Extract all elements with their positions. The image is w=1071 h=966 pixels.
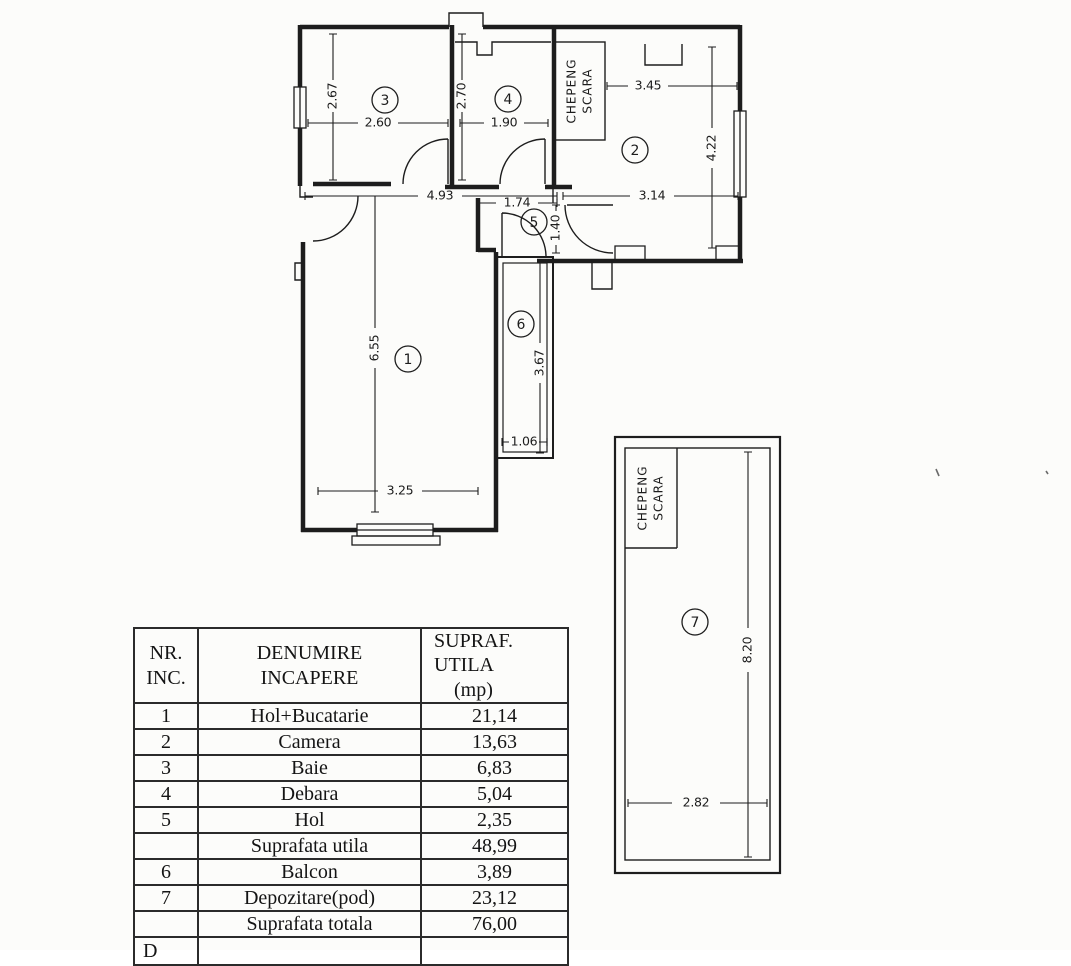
cell-area: 48,99 xyxy=(421,833,568,859)
dim-hall-width: 1.74 xyxy=(503,194,531,210)
hatch-label-lower-line1: CHEPENG xyxy=(635,465,650,531)
cell-partial-text: D xyxy=(134,937,198,965)
room-number-4: 4 xyxy=(503,92,513,108)
cell-nr: 5 xyxy=(134,807,198,833)
hatch-box-upper xyxy=(554,42,605,140)
cell-area: 5,04 xyxy=(421,781,568,807)
dimension-labels xyxy=(325,78,719,498)
cell-name: Suprafata totala xyxy=(198,911,421,937)
header-denumire: DENUMIRE xyxy=(256,642,363,665)
table-row-suprafata-totala xyxy=(134,911,568,937)
table-row-cutoff xyxy=(134,937,568,965)
dim-room4-width: 1.90 xyxy=(490,114,518,130)
table-row xyxy=(134,885,568,911)
dim-attic-height: 8.20 xyxy=(739,636,755,664)
cell-area: 3,89 xyxy=(421,859,568,885)
dim-room3-height: 2.67 xyxy=(324,82,340,110)
room-number-1: 1 xyxy=(403,352,413,368)
dim-corridor-width: 4.93 xyxy=(426,187,454,203)
cell-area: 21,14 xyxy=(421,703,568,729)
cell-nr: 3 xyxy=(134,755,198,781)
cell-name: Depozitare(pod) xyxy=(198,885,421,911)
dim-balcony-height: 3.67 xyxy=(531,349,547,377)
cell-nr: 2 xyxy=(134,729,198,755)
table-row xyxy=(134,729,568,755)
header-suprafata-utila xyxy=(421,628,568,703)
table-header-row xyxy=(134,628,568,703)
table-row-suprafata-utila xyxy=(134,833,568,859)
table-row xyxy=(134,755,568,781)
cell-name: Suprafata utila xyxy=(198,833,421,859)
dim-hall-height: 1.40 xyxy=(547,214,563,242)
room-number-6: 6 xyxy=(516,317,526,333)
dim-room2-width-bottom: 3.14 xyxy=(638,187,666,203)
header-nr: NR. xyxy=(149,642,183,665)
hatch-label-upper-line2: SCARA xyxy=(580,68,595,114)
hatch-label-lower-line2: SCARA xyxy=(651,475,666,521)
cell-nr xyxy=(134,911,198,937)
area-table xyxy=(133,627,569,966)
hatch-label-upper-line1: CHEPENG xyxy=(564,58,579,124)
cell-empty xyxy=(421,937,568,965)
cell-area: 76,00 xyxy=(421,911,568,937)
header-utila: UTILA xyxy=(434,654,494,677)
table-row xyxy=(134,781,568,807)
cell-nr: 7 xyxy=(134,885,198,911)
attic-plan xyxy=(615,437,780,873)
header-supraf: SUPRAF. xyxy=(434,630,513,652)
header-incapere: INCAPERE xyxy=(260,666,359,689)
cell-name: Camera xyxy=(198,729,421,755)
cell-name: Debara xyxy=(198,781,421,807)
cell-nr xyxy=(134,833,198,859)
window-left xyxy=(294,87,306,128)
dim-room2-width-top: 3.45 xyxy=(634,77,662,93)
area-table-container xyxy=(133,627,571,962)
dim-balcony-width: 1.06 xyxy=(510,433,538,449)
wall-niches xyxy=(615,246,740,260)
dim-room2-height: 4.22 xyxy=(703,134,719,162)
cell-name: Baie xyxy=(198,755,421,781)
cell-area: 2,35 xyxy=(421,807,568,833)
door-arcs xyxy=(313,139,613,257)
header-mp: (mp) xyxy=(454,678,493,701)
wall-details xyxy=(295,13,682,289)
header-nr-inc xyxy=(134,628,198,703)
scan-specks xyxy=(936,469,1048,476)
cell-name: Hol xyxy=(198,807,421,833)
header-inc: INC. xyxy=(146,666,186,689)
window-bottom xyxy=(352,524,440,545)
dim-room1-width: 3.25 xyxy=(386,482,414,498)
room-number-5: 5 xyxy=(529,215,539,231)
dim-room1-height: 6.55 xyxy=(366,334,382,362)
window-right xyxy=(734,111,746,197)
cell-name: Balcon xyxy=(198,859,421,885)
table-row xyxy=(134,807,568,833)
table-row xyxy=(134,703,568,729)
cell-area: 6,83 xyxy=(421,755,568,781)
cell-nr: 4 xyxy=(134,781,198,807)
header-denumire-incapere xyxy=(198,628,421,703)
cell-nr: 6 xyxy=(134,859,198,885)
dim-room4-height: 2.70 xyxy=(453,82,469,110)
cell-area: 23,12 xyxy=(421,885,568,911)
room-number-7: 7 xyxy=(690,615,700,631)
dim-attic-width: 2.82 xyxy=(682,794,710,810)
room-number-2: 2 xyxy=(630,143,640,159)
hatch-label-upper xyxy=(565,58,595,123)
cell-nr: 1 xyxy=(134,703,198,729)
dim-room3-width: 2.60 xyxy=(364,114,392,130)
table-row xyxy=(134,859,568,885)
apartment-plan xyxy=(294,13,746,545)
cell-name: Hol+Bucatarie xyxy=(198,703,421,729)
room-number-3: 3 xyxy=(380,93,390,109)
cell-area: 13,63 xyxy=(421,729,568,755)
cell-empty xyxy=(198,937,421,965)
